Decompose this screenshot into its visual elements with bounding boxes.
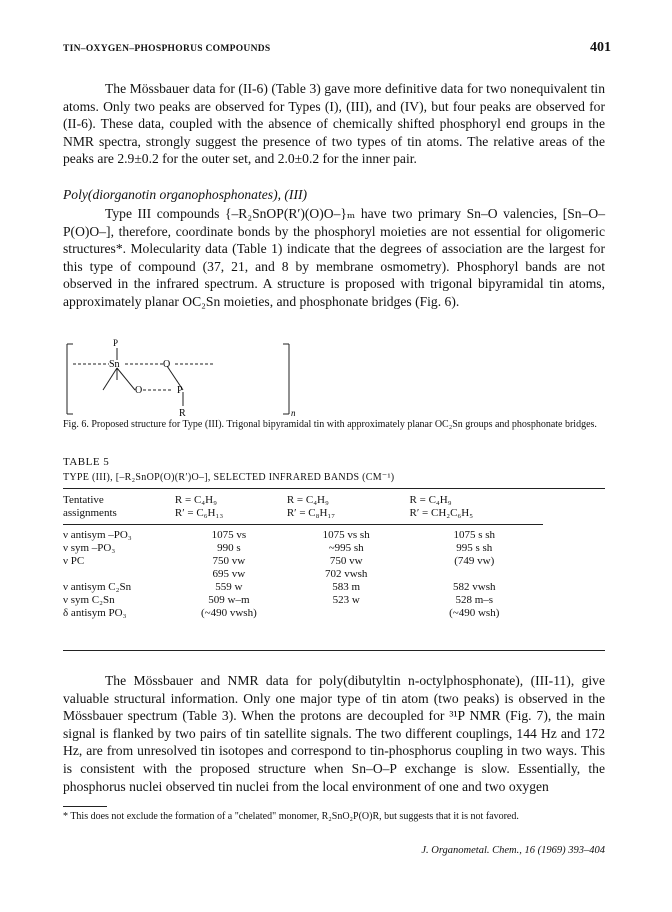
table-cell: 750 vw <box>212 555 246 567</box>
header-cell: R′ = C₆H₁₃ <box>174 507 224 519</box>
header-cell: R′ = CH₂C₆H₅ <box>409 507 474 519</box>
label-o-top: O <box>163 359 171 370</box>
table-row <box>63 581 543 594</box>
header-cell: assignments <box>63 507 117 519</box>
table-header-row <box>63 507 543 520</box>
label-r: R <box>179 408 186 418</box>
paragraph-mossbauer: The Mössbauer data for (II-6) (Table 3) gave more definitive data for two nonequivalent tin atoms. Only two peaks are observed for Types (I), (III), and (IV), but four peaks are observed for (II-6). These data, coupled with the absence of chemically shifted phosphoryl end groups in the NMR spectra, strongly suggest the presence of two types of tin atoms. The relative areas of the peaks are 2.9±0.2 for the outer set, and 2.0±0.2 for the inner pair. <box>63 81 605 167</box>
table-cell: 1075 vs sh <box>322 529 370 541</box>
label-n: n <box>291 408 296 418</box>
table-row <box>63 594 543 607</box>
table-cell: ~995 sh <box>328 542 364 554</box>
table-cell: 559 w <box>215 581 243 593</box>
table-cell: 528 m–s <box>455 594 494 606</box>
journal-citation: J. Organometal. Chem., 16 (1969) 393–404 <box>421 845 605 856</box>
paragraph-type-iii: Type III compounds {–R₂SnOP(R′)(O)O–}ₘ have two primary Sn–O valencies, [Sn–O–P(O)O–], therefore, coordinate bonds by the phosphoryl moieties are not essential for oligomeric structures*. Molecularity data (Table 1) indicate that the degrees of association are the largest for this type of compound (37, 21, and 8 by membrane osmometry). Phosphoryl bands are not observed in the infrared spectrum. A structure is proposed with trigonal bipyramidal tin atoms, approximately planar OC₂Sn moieties, and phosphonate bridges (Fig. 6). <box>63 206 605 309</box>
label-p-bottom: P <box>177 385 183 396</box>
table-row <box>63 607 543 620</box>
figure-caption: Fig. 6. Proposed structure for Type (III). Trigonal bipyramidal tin with approximately planar OC₂Sn groups and phosphonate bridges. <box>63 419 597 430</box>
footnote-rule <box>63 806 107 807</box>
table-bottom-rule <box>63 650 605 651</box>
table-cell: ν antisym –PO₃ <box>63 529 132 541</box>
table-cell: 509 w–m <box>208 594 250 606</box>
table-row <box>63 568 543 581</box>
table-cell: ν sym –PO₃ <box>63 542 116 554</box>
table-cell: 995 s sh <box>456 542 493 554</box>
table-cell: 1075 s sh <box>453 529 496 541</box>
header-cell: R = C₄H₉ <box>286 494 329 506</box>
section-subheading: Poly(diorganotin organophosphonates), (III) <box>63 187 308 202</box>
table-cell: (~490 vwsh) <box>201 607 257 619</box>
label-o-bottom: O <box>135 385 143 396</box>
table-row <box>63 542 543 555</box>
header-cell: R = C₄H₉ <box>174 494 217 506</box>
table-cell: ν sym C₂Sn <box>63 594 115 606</box>
table-cell: 702 vwsh <box>324 568 368 580</box>
table-cell: ν PC <box>63 555 85 567</box>
page-number: 401 <box>590 40 611 55</box>
table-top-rule <box>63 488 605 489</box>
header-cell: Tentative <box>63 494 104 506</box>
table-cell: 695 vw <box>212 568 246 580</box>
table-cell: δ antisym PO₃ <box>63 607 127 619</box>
figure-6-structure <box>63 336 303 418</box>
table-title: TYPE (III), [–R₂SnOP(O)(R′)O–], SELECTED INFRARED BANDS (CM⁻¹) <box>63 472 395 483</box>
table-cell <box>410 568 543 581</box>
table-cell: 583 m <box>332 581 361 593</box>
table-cell: 750 vw <box>329 555 363 567</box>
table-header-row <box>63 494 543 507</box>
table-cell <box>63 568 175 581</box>
table-cell: (~490 wsh) <box>449 607 500 619</box>
header-cell: R = C₄H₉ <box>409 494 452 506</box>
table-cell: (749 vw) <box>454 555 495 567</box>
label-p-top: P <box>113 338 119 348</box>
table-row <box>63 555 543 568</box>
footnote: * This does not exclude the formation of a "chelated" monomer, R₂SnO₂P(O)R, but suggests that it is not favored. <box>63 811 519 822</box>
table-cell: 582 vwsh <box>453 581 496 593</box>
running-title: TIN–OXYGEN–PHOSPHORUS COMPOUNDS <box>63 44 271 54</box>
table-cell: 523 w <box>332 594 360 606</box>
table-cell <box>287 607 410 620</box>
table-cell: ν antisym C₂Sn <box>63 581 132 593</box>
label-sn: Sn <box>109 359 120 370</box>
table-label: TABLE 5 <box>63 456 110 468</box>
infrared-table <box>63 494 543 620</box>
paragraph-nmr: The Mössbauer and NMR data for poly(dibutyltin n-octylphosphonate), (III-11), give valuable structural information. Only one major type of tin atom (two peaks) is observed in the Mössbauer spectrum (Table 3). When the protons are decoupled for ³¹P NMR (Fig. 7), the main signal is flanked by two pairs of tin satellite signals. The two different couplings, 144 Hz and 172 Hz, are from unresolved tin isotopes and correspond to tin-phosphorus coupling in two ways. This is consistent with the proposed structure when Sn–O–P exchange is slow. Essentially, the phosphorus nuclei observed tin nuclei from the local environment of one and two oxygen <box>63 673 605 794</box>
header-cell: R′ = C₈H₁₇ <box>286 507 336 519</box>
table-cell: 990 s <box>217 542 241 554</box>
table-row <box>63 529 543 542</box>
table-cell: 1075 vs <box>211 529 247 541</box>
